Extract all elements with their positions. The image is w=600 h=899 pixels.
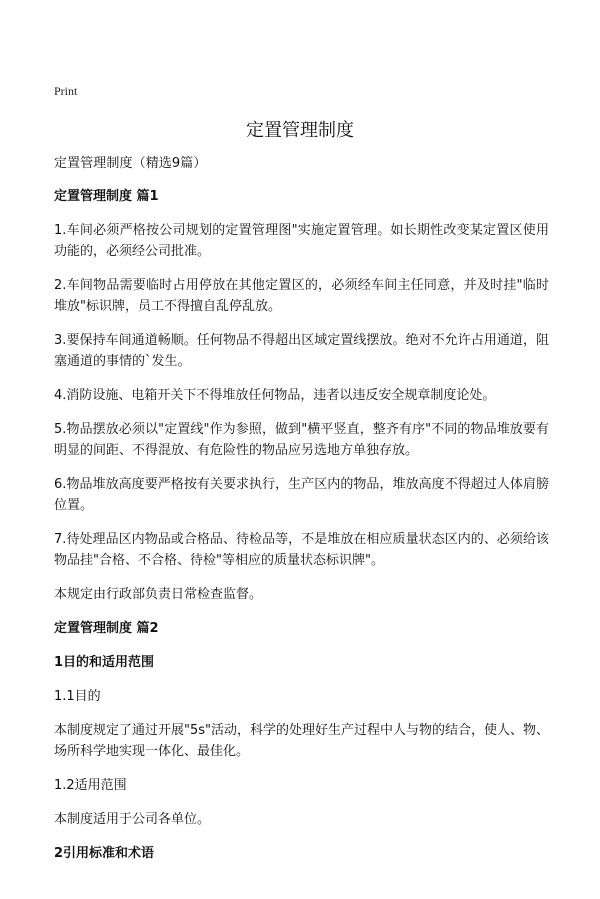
print-label: Print — [54, 84, 78, 98]
section-heading-1: 定置管理制度 篇1 — [54, 189, 159, 204]
paragraph: 7.待处理品区内物品或合格品、待检品等，不是堆放在相应质量状态区内的、必须给该物品挂"合格、不合格、待检"等相应的质量状态标识牌"。 — [54, 532, 549, 568]
document-subtitle: 定置管理制度（精选9篇） — [54, 156, 207, 171]
paragraph: 2.车间物品需要临时占用停放在其他定置区的，必须经车间主任同意，并及时挂"临时堆放"标识牌，员工不得擅自乱停乱放。 — [54, 278, 549, 314]
paragraph: 4.消防设施、电箱开关下不得堆放任何物品，违者以违反安全规章制度论处。 — [54, 388, 496, 403]
page-title: 定置管理制度 — [246, 120, 354, 141]
section-heading-2: 定置管理制度 篇2 — [54, 621, 159, 636]
paragraph: 5.物品摆放必须以"定置线"作为参照，做到"横平竖直，整齐有序"不同的物品堆放要有明显的间距、不得混放、有危险性的物品应另选地方单独存放。 — [54, 422, 549, 458]
subsection-label: 1.1目的 — [54, 689, 101, 704]
paragraph: 3.要保持车间通道畅顺。任何物品不得超出区域定置线摆放。绝对不允许占用通道，阻塞通道的事情的`发生。 — [54, 333, 549, 369]
paragraph: 本制度适用于公司各单位。 — [54, 812, 211, 827]
subsection-heading: 1目的和适用范围 — [54, 655, 155, 670]
paragraph: 本规定由行政部负责日常检查监督。 — [54, 587, 263, 602]
paragraph: 1.车间必须严格按公司规划的定置管理图"实施定置管理。如长期性改变某定置区使用功能的，必须经公司批准。 — [54, 223, 549, 259]
subsection-heading: 2引用标准和术语 — [54, 846, 155, 861]
document-body — [54, 153, 549, 877]
paragraph: 本制度规定了通过开展"5s"活动，科学的处理好生产过程中人与物的结合，使人、物、场所科学地实现一体化、最佳化。 — [54, 723, 550, 759]
subsection-label: 1.2适用范围 — [54, 778, 127, 793]
paragraph: 6.物品堆放高度要严格按有关要求执行，生产区内的物品，堆放高度不得超过人体肩膀位置。 — [54, 477, 549, 513]
